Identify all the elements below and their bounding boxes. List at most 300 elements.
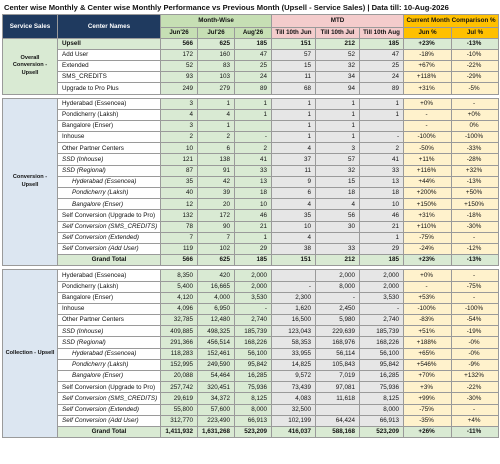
value-cell: 15 xyxy=(272,60,316,71)
value-cell xyxy=(235,120,272,131)
value-cell: 20 xyxy=(198,199,235,210)
value-cell: 9 xyxy=(272,176,316,187)
value-cell: 1 xyxy=(198,120,235,131)
table-row xyxy=(3,199,499,210)
value-cell: -75% xyxy=(404,404,452,415)
value-cell: 33 xyxy=(316,243,360,254)
center-name: Upsell xyxy=(58,38,161,49)
value-cell: +188% xyxy=(404,337,452,348)
table-row xyxy=(3,243,499,254)
value-cell: +0% xyxy=(452,109,499,120)
value-cell: 249 xyxy=(161,83,198,94)
value-cell: - xyxy=(235,132,272,143)
value-cell: - xyxy=(272,281,316,292)
header-mtd: MTD xyxy=(272,15,404,28)
value-cell: 5,980 xyxy=(316,315,360,326)
value-cell: 8,125 xyxy=(360,393,404,404)
value-cell: 54,464 xyxy=(198,371,235,382)
value-cell: -18% xyxy=(452,210,499,221)
center-name: Self Conversion (SMS_CREDITS) xyxy=(58,393,161,404)
table-row xyxy=(3,83,499,94)
value-cell: 75,936 xyxy=(360,382,404,393)
table-row xyxy=(3,221,499,232)
value-cell: 102 xyxy=(198,243,235,254)
value-cell: -100% xyxy=(404,303,452,314)
table-row xyxy=(3,281,499,292)
value-cell: 24 xyxy=(360,72,404,83)
value-cell: 1 xyxy=(316,109,360,120)
value-cell: 47 xyxy=(360,49,404,60)
value-cell: 4,096 xyxy=(161,303,198,314)
value-cell: 456,514 xyxy=(198,337,235,348)
center-name: SSD (Inhouse) xyxy=(58,154,161,165)
value-cell: 132 xyxy=(161,210,198,221)
value-cell: 33,955 xyxy=(272,348,316,359)
value-cell: 168,226 xyxy=(235,337,272,348)
value-cell: 523,209 xyxy=(235,426,272,437)
value-cell: 8,125 xyxy=(235,393,272,404)
value-cell: 52 xyxy=(161,60,198,71)
value-cell: - xyxy=(452,404,499,415)
value-cell: 12,480 xyxy=(198,315,235,326)
value-cell: 83 xyxy=(198,60,235,71)
value-cell: 152,995 xyxy=(161,359,198,370)
col-jun26: Jun'26 xyxy=(161,28,198,39)
value-cell: 249,590 xyxy=(198,359,235,370)
value-cell: -30% xyxy=(452,393,499,404)
value-cell: 37 xyxy=(272,154,316,165)
value-cell: 56,114 xyxy=(316,348,360,359)
value-cell: -13% xyxy=(452,38,499,49)
value-cell: 2 xyxy=(161,132,198,143)
value-cell: 168,976 xyxy=(316,337,360,348)
value-cell: 89 xyxy=(235,83,272,94)
value-cell: 46 xyxy=(235,210,272,221)
value-cell: 11 xyxy=(272,72,316,83)
value-cell: -100% xyxy=(452,132,499,143)
value-cell: 2,000 xyxy=(235,270,272,281)
value-cell: 1 xyxy=(316,120,360,131)
value-cell: 4,000 xyxy=(198,292,235,303)
value-cell: 33 xyxy=(235,165,272,176)
value-cell: 55,800 xyxy=(161,404,198,415)
value-cell: -30% xyxy=(452,221,499,232)
value-cell: - xyxy=(452,270,499,281)
center-name: Self Conversion (SMS_CREDITS) xyxy=(58,221,161,232)
value-cell: 185 xyxy=(360,255,404,266)
value-cell: 2,740 xyxy=(235,315,272,326)
table-row xyxy=(3,98,499,109)
value-cell: -13% xyxy=(452,255,499,266)
value-cell: 6 xyxy=(198,143,235,154)
table-row xyxy=(3,143,499,154)
value-cell: 185,739 xyxy=(360,326,404,337)
center-name: Add User xyxy=(58,49,161,60)
value-cell: 3,530 xyxy=(360,292,404,303)
center-name: Pondicherry (Laksh) xyxy=(58,109,161,120)
table-row xyxy=(3,38,499,49)
value-cell: -0% xyxy=(452,348,499,359)
value-cell: +11% xyxy=(404,154,452,165)
header-center-names: Center Names xyxy=(58,15,161,39)
table-row xyxy=(3,109,499,120)
value-cell: 94 xyxy=(316,83,360,94)
value-cell: 13 xyxy=(235,176,272,187)
section-label: Collection - Upsell xyxy=(3,270,58,438)
value-cell: 16,285 xyxy=(235,371,272,382)
value-cell: 3 xyxy=(316,143,360,154)
value-cell: 40 xyxy=(161,188,198,199)
value-cell: 4 xyxy=(316,199,360,210)
value-cell: -29% xyxy=(452,72,499,83)
col-jul-pct: Jul % xyxy=(452,28,499,39)
value-cell: 20,088 xyxy=(161,371,198,382)
center-name: SSD (Inhouse) xyxy=(58,326,161,337)
value-cell: 21 xyxy=(235,221,272,232)
value-cell: 18 xyxy=(360,188,404,199)
center-name: Self Conversion (Add User) xyxy=(58,243,161,254)
value-cell: 625 xyxy=(198,255,235,266)
col-till-jun: Till 10th Jun xyxy=(272,28,316,39)
value-cell: 151 xyxy=(272,38,316,49)
table-row xyxy=(3,188,499,199)
table-row xyxy=(3,154,499,165)
center-name: Other Partner Centers xyxy=(58,315,161,326)
value-cell: 102,199 xyxy=(272,415,316,426)
center-name: SMS_CREDITS xyxy=(58,72,161,83)
value-cell: +65% xyxy=(404,348,452,359)
section-label: Overall Conversion - Upsell xyxy=(3,38,58,94)
value-cell: 312,770 xyxy=(161,415,198,426)
value-cell: 35 xyxy=(161,176,198,187)
value-cell: 66,913 xyxy=(360,415,404,426)
report-title: Center wise Monthly & Center wise Monthly Performance vs Previous Month (Upsell - Service Sales) | Data till: 10-Aug-2026 xyxy=(4,3,449,12)
table-row xyxy=(3,404,499,415)
center-name: Extended xyxy=(58,60,161,71)
table-row xyxy=(3,371,499,382)
value-cell: 73,439 xyxy=(272,382,316,393)
value-cell: +116% xyxy=(404,165,452,176)
value-cell: 90 xyxy=(198,221,235,232)
value-cell: 152,461 xyxy=(198,348,235,359)
value-cell: 1 xyxy=(235,98,272,109)
value-cell: -100% xyxy=(404,132,452,143)
value-cell: - xyxy=(404,120,452,131)
header-month-wise: Month-Wise xyxy=(161,15,272,28)
value-cell: 29 xyxy=(235,243,272,254)
value-cell: 34,372 xyxy=(198,393,235,404)
center-name: Hyderabad (Essencea) xyxy=(58,270,161,281)
value-cell: -5% xyxy=(452,83,499,94)
col-aug26: Aug'26 xyxy=(235,28,272,39)
value-cell: 41 xyxy=(235,154,272,165)
value-cell: +67% xyxy=(404,60,452,71)
value-cell: -24% xyxy=(404,243,452,254)
value-cell: 11 xyxy=(272,165,316,176)
value-cell: -10% xyxy=(452,49,499,60)
value-cell: 625 xyxy=(198,38,235,49)
value-cell: 95,842 xyxy=(235,359,272,370)
value-cell: 103 xyxy=(198,72,235,83)
center-name: Pondicherry (Laksh) xyxy=(58,359,161,370)
value-cell: 168,226 xyxy=(360,337,404,348)
value-cell: 58,353 xyxy=(272,337,316,348)
value-cell: +150% xyxy=(452,199,499,210)
value-cell: 7 xyxy=(161,232,198,243)
value-cell: 1 xyxy=(360,109,404,120)
value-cell: +0% xyxy=(404,270,452,281)
value-cell: 138 xyxy=(198,154,235,165)
value-cell: +23% xyxy=(404,38,452,49)
value-cell: 212 xyxy=(316,255,360,266)
value-cell: 4 xyxy=(161,109,198,120)
table-row xyxy=(3,315,499,326)
value-cell: 1 xyxy=(272,132,316,143)
value-cell: 416,037 xyxy=(272,426,316,437)
value-cell: +32% xyxy=(452,165,499,176)
value-cell: 64,424 xyxy=(316,415,360,426)
value-cell: 420 xyxy=(198,270,235,281)
col-till-jul: Till 10th Jul xyxy=(316,28,360,39)
value-cell: +0% xyxy=(404,98,452,109)
value-cell: - xyxy=(360,303,404,314)
value-cell xyxy=(272,270,316,281)
value-cell: 119 xyxy=(161,243,198,254)
value-cell: 172 xyxy=(198,210,235,221)
value-cell: 2,000 xyxy=(235,281,272,292)
value-cell: - xyxy=(452,98,499,109)
value-cell: 588,168 xyxy=(316,426,360,437)
value-cell: 12 xyxy=(161,199,198,210)
value-cell: 2 xyxy=(360,143,404,154)
value-cell: 56 xyxy=(316,210,360,221)
table-row xyxy=(3,72,499,83)
value-cell: 498,325 xyxy=(198,326,235,337)
table-row xyxy=(3,49,499,60)
report-table xyxy=(2,14,499,438)
center-name: Bangalore (Enser) xyxy=(58,120,161,131)
value-cell: +53% xyxy=(404,292,452,303)
value-cell: 1 xyxy=(316,132,360,143)
value-cell: +110% xyxy=(404,221,452,232)
value-cell: 32 xyxy=(316,60,360,71)
value-cell: 5,400 xyxy=(161,281,198,292)
value-cell: +26% xyxy=(404,426,452,437)
value-cell: 1 xyxy=(235,232,272,243)
value-cell: 13 xyxy=(360,176,404,187)
value-cell: 229,639 xyxy=(316,326,360,337)
value-cell: 35 xyxy=(272,210,316,221)
value-cell: 2,000 xyxy=(316,270,360,281)
table-row xyxy=(3,120,499,131)
table-row xyxy=(3,270,499,281)
value-cell: 9,572 xyxy=(272,371,316,382)
value-cell: 2,000 xyxy=(360,281,404,292)
table-row xyxy=(3,232,499,243)
value-cell: -28% xyxy=(452,154,499,165)
value-cell: 2,300 xyxy=(272,292,316,303)
value-cell: 34 xyxy=(316,72,360,83)
value-cell: 6 xyxy=(272,188,316,199)
value-cell: 185,739 xyxy=(235,326,272,337)
value-cell: +132% xyxy=(452,371,499,382)
center-name: Bangalore (Enser) xyxy=(58,199,161,210)
value-cell: 91 xyxy=(198,165,235,176)
value-cell: 93 xyxy=(161,72,198,83)
value-cell: 10 xyxy=(360,199,404,210)
value-cell: 1 xyxy=(272,98,316,109)
value-cell: 1 xyxy=(316,98,360,109)
value-cell: 185 xyxy=(360,38,404,49)
value-cell: +3% xyxy=(404,382,452,393)
grand-total-row xyxy=(3,255,499,266)
value-cell: 1 xyxy=(360,232,404,243)
value-cell: 11,618 xyxy=(316,393,360,404)
value-cell: 29 xyxy=(360,243,404,254)
value-cell: 4 xyxy=(272,199,316,210)
table-row xyxy=(3,393,499,404)
center-name: Pondicherry (Laksh) xyxy=(58,281,161,292)
value-cell: - xyxy=(316,292,360,303)
value-cell: - xyxy=(452,292,499,303)
value-cell: 105,843 xyxy=(316,359,360,370)
value-cell: 32,785 xyxy=(161,315,198,326)
table-row xyxy=(3,165,499,176)
value-cell: 4 xyxy=(198,109,235,120)
value-cell: 16,665 xyxy=(198,281,235,292)
value-cell: 0% xyxy=(452,120,499,131)
value-cell: +546% xyxy=(404,359,452,370)
table-row xyxy=(3,292,499,303)
col-till-aug: Till 10th Aug xyxy=(360,28,404,39)
col-jun-pct: Jun % xyxy=(404,28,452,39)
value-cell: +50% xyxy=(452,188,499,199)
value-cell: 7 xyxy=(198,232,235,243)
value-cell: 32,500 xyxy=(272,404,316,415)
value-cell: 21 xyxy=(360,221,404,232)
value-cell: 66,913 xyxy=(235,415,272,426)
value-cell: 1 xyxy=(198,98,235,109)
value-cell: 4,083 xyxy=(272,393,316,404)
value-cell: 25 xyxy=(360,60,404,71)
value-cell: 16,285 xyxy=(360,371,404,382)
value-cell: 223,490 xyxy=(198,415,235,426)
value-cell: 10 xyxy=(235,199,272,210)
table-row xyxy=(3,210,499,221)
value-cell: 1 xyxy=(272,120,316,131)
value-cell: 2,740 xyxy=(360,315,404,326)
value-cell: 257,742 xyxy=(161,382,198,393)
center-name: Grand Total xyxy=(58,426,161,437)
value-cell: -0% xyxy=(452,337,499,348)
value-cell: 41 xyxy=(360,154,404,165)
value-cell: - xyxy=(404,281,452,292)
value-cell: -33% xyxy=(452,143,499,154)
value-cell: 172 xyxy=(161,49,198,60)
value-cell: +70% xyxy=(404,371,452,382)
value-cell: 8,350 xyxy=(161,270,198,281)
value-cell: 39 xyxy=(198,188,235,199)
header-comparison: Current Month Comparison % xyxy=(404,15,499,28)
value-cell: 30 xyxy=(316,221,360,232)
value-cell: 566 xyxy=(161,255,198,266)
value-cell: 185 xyxy=(235,38,272,49)
value-cell: 8,000 xyxy=(235,404,272,415)
value-cell: 10 xyxy=(272,221,316,232)
value-cell: -75% xyxy=(452,281,499,292)
center-name: Self Conversion (Extended) xyxy=(58,404,161,415)
value-cell: 2,000 xyxy=(360,270,404,281)
value-cell xyxy=(316,404,360,415)
col-jul26: Jul'26 xyxy=(198,28,235,39)
value-cell: -75% xyxy=(404,232,452,243)
value-cell: 4 xyxy=(272,143,316,154)
value-cell xyxy=(360,120,404,131)
value-cell: 4,120 xyxy=(161,292,198,303)
value-cell: - xyxy=(360,132,404,143)
value-cell: 212 xyxy=(316,38,360,49)
value-cell: 24 xyxy=(235,72,272,83)
value-cell: 57 xyxy=(316,154,360,165)
value-cell: -35% xyxy=(404,415,452,426)
table-row xyxy=(3,348,499,359)
center-name: Inhouse xyxy=(58,303,161,314)
value-cell: 2 xyxy=(198,132,235,143)
value-cell: +44% xyxy=(404,176,452,187)
value-cell: 8,000 xyxy=(360,404,404,415)
value-cell: 1 xyxy=(360,98,404,109)
value-cell: +150% xyxy=(404,199,452,210)
center-name: Other Partner Centers xyxy=(58,143,161,154)
center-name: Self Conversion (Add User) xyxy=(58,415,161,426)
value-cell: -12% xyxy=(452,243,499,254)
center-name: Self Conversion (Extended) xyxy=(58,232,161,243)
table-row xyxy=(3,326,499,337)
value-cell: +23% xyxy=(404,255,452,266)
value-cell: 523,209 xyxy=(360,426,404,437)
center-name: Bangalore (Enser) xyxy=(58,292,161,303)
value-cell: 25 xyxy=(235,60,272,71)
value-cell: 95,842 xyxy=(360,359,404,370)
center-name: Upgrade to Pro Plus xyxy=(58,83,161,94)
table-row xyxy=(3,176,499,187)
center-name: Hyderabad (Essencea) xyxy=(58,176,161,187)
value-cell: 18 xyxy=(235,188,272,199)
center-name: Bangalore (Enser) xyxy=(58,371,161,382)
value-cell: 16,500 xyxy=(272,315,316,326)
value-cell: 1 xyxy=(235,109,272,120)
value-cell: 279 xyxy=(198,83,235,94)
value-cell: 14,825 xyxy=(272,359,316,370)
value-cell: -83% xyxy=(404,315,452,326)
value-cell: -9% xyxy=(452,359,499,370)
value-cell: 75,936 xyxy=(235,382,272,393)
value-cell: 320,451 xyxy=(198,382,235,393)
value-cell: 1,411,932 xyxy=(161,426,198,437)
value-cell: 123,043 xyxy=(272,326,316,337)
value-cell: 3,530 xyxy=(235,292,272,303)
center-name: Inhouse xyxy=(58,132,161,143)
value-cell: +31% xyxy=(404,83,452,94)
value-cell: 4 xyxy=(272,232,316,243)
value-cell: +51% xyxy=(404,326,452,337)
table-row xyxy=(3,337,499,348)
center-name: SSD (Regional) xyxy=(58,337,161,348)
value-cell: -13% xyxy=(452,176,499,187)
value-cell: 160 xyxy=(198,49,235,60)
value-cell: 1,631,268 xyxy=(198,426,235,437)
value-cell: 185 xyxy=(235,255,272,266)
